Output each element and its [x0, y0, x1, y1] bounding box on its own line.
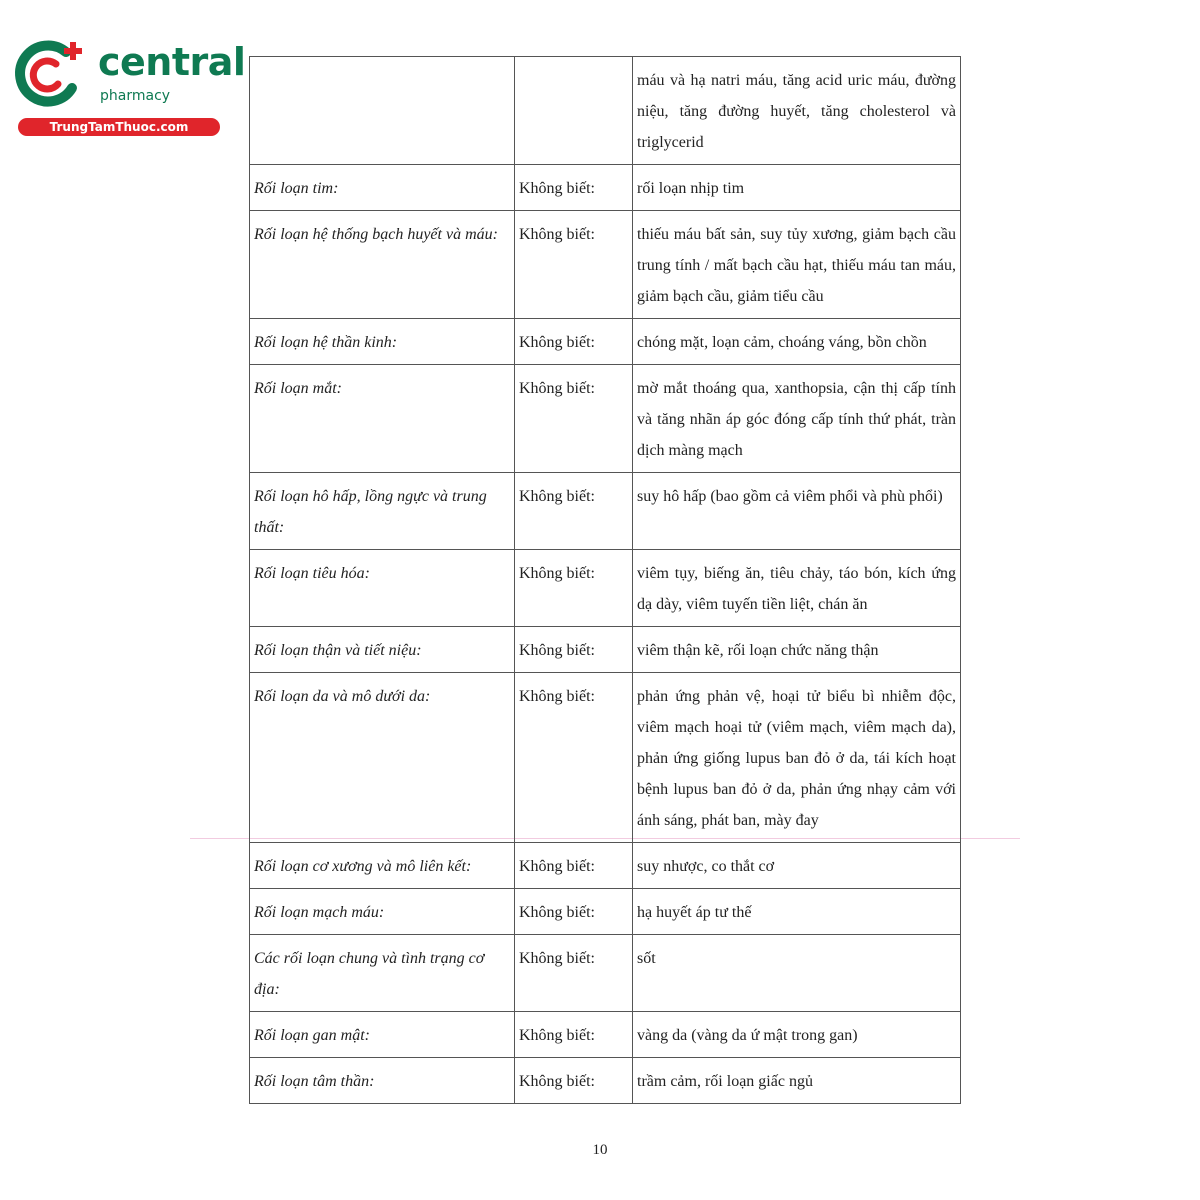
frequency-cell: Không biết:	[515, 1058, 633, 1104]
frequency-cell	[515, 57, 633, 165]
table-row	[250, 627, 961, 673]
frequency-cell: Không biết:	[515, 843, 633, 889]
table-row	[250, 365, 961, 473]
category-cell: Rối loạn da và mô dưới da:	[250, 673, 515, 843]
effects-cell: viêm tụy, biếng ăn, tiêu chảy, táo bón, kích ứng dạ dày, viêm tuyến tiền liệt, chán ăn	[633, 550, 961, 627]
category-cell: Rối loạn tâm thần:	[250, 1058, 515, 1104]
category-cell: Rối loạn hệ thần kinh:	[250, 319, 515, 365]
category-cell: Rối loạn gan mật:	[250, 1012, 515, 1058]
table-row	[250, 211, 961, 319]
table-row	[250, 1012, 961, 1058]
category-cell: Rối loạn cơ xương và mô liên kết:	[250, 843, 515, 889]
effects-cell: suy nhược, co thắt cơ	[633, 843, 961, 889]
frequency-cell: Không biết:	[515, 1012, 633, 1058]
table-row	[250, 673, 961, 843]
category-cell: Các rối loạn chung và tình trạng cơ địa:	[250, 935, 515, 1012]
frequency-cell: Không biết:	[515, 889, 633, 935]
central-pharmacy-logo	[10, 36, 246, 136]
frequency-cell: Không biết:	[515, 627, 633, 673]
category-cell: Rối loạn hô hấp, lồng ngực và trung thất:	[250, 473, 515, 550]
frequency-cell: Không biết:	[515, 165, 633, 211]
table-body	[250, 57, 961, 1104]
effects-cell: máu và hạ natri máu, tăng acid uric máu, đường niệu, tăng đường huyết, tăng cholesterol và triglycerid	[633, 57, 961, 165]
table-row	[250, 935, 961, 1012]
category-cell: Rối loạn hệ thống bạch huyết và máu:	[250, 211, 515, 319]
effects-cell: viêm thận kẽ, rối loạn chức năng thận	[633, 627, 961, 673]
category-cell: Rối loạn tim:	[250, 165, 515, 211]
table-row	[250, 889, 961, 935]
effects-cell: chóng mặt, loạn cảm, choáng váng, bồn chồn	[633, 319, 961, 365]
category-cell: Rối loạn mạch máu:	[250, 889, 515, 935]
frequency-cell: Không biết:	[515, 673, 633, 843]
category-cell: Rối loạn mắt:	[250, 365, 515, 473]
brand-name: central	[98, 40, 246, 84]
table-row	[250, 319, 961, 365]
table-row	[250, 1058, 961, 1104]
frequency-cell: Không biết:	[515, 550, 633, 627]
page-number: 10	[592, 1142, 608, 1158]
table-row	[250, 165, 961, 211]
category-cell	[250, 57, 515, 165]
effects-cell: trầm cảm, rối loạn giấc ngủ	[633, 1058, 961, 1104]
frequency-cell: Không biết:	[515, 211, 633, 319]
effects-cell: rối loạn nhịp tim	[633, 165, 961, 211]
effects-cell: suy hô hấp (bao gồm cả viêm phổi và phù phổi)	[633, 473, 961, 550]
adverse-effects-table	[249, 56, 961, 1104]
category-cell: Rối loạn tiêu hóa:	[250, 550, 515, 627]
frequency-cell: Không biết:	[515, 365, 633, 473]
effects-cell: phản ứng phản vệ, hoại tử biểu bì nhiễm độc, viêm mạch hoại tử (viêm mạch, viêm mạch da), phản ứng giống lupus ban đỏ ở da, tái kích hoạt bệnh lupus ban đỏ ở da, phản ứng nhạy cảm với ánh sáng, phát ban, mày đay	[633, 673, 961, 843]
effects-cell: hạ huyết áp tư thế	[633, 889, 961, 935]
category-cell: Rối loạn thận và tiết niệu:	[250, 627, 515, 673]
effects-cell: mờ mắt thoáng qua, xanthopsia, cận thị cấp tính và tăng nhãn áp góc đóng cấp tính thứ phát, tràn dịch màng mạch	[633, 365, 961, 473]
table-row	[250, 550, 961, 627]
table-row	[250, 57, 961, 165]
brand-subtitle: pharmacy	[100, 88, 171, 104]
frequency-cell: Không biết:	[515, 935, 633, 1012]
frequency-cell: Không biết:	[515, 319, 633, 365]
effects-cell: sốt	[633, 935, 961, 1012]
table-row	[250, 473, 961, 550]
frequency-cell: Không biết:	[515, 473, 633, 550]
effects-cell: vàng da (vàng da ứ mật trong gan)	[633, 1012, 961, 1058]
logo-mark-icon	[12, 38, 86, 112]
table-row	[250, 843, 961, 889]
brand-website: TrungTamThuoc.com	[18, 118, 220, 136]
effects-cell: thiếu máu bất sản, suy tủy xương, giảm bạch cầu trung tính / mất bạch cầu hạt, thiếu máu tan máu, giảm bạch cầu, giảm tiểu cầu	[633, 211, 961, 319]
